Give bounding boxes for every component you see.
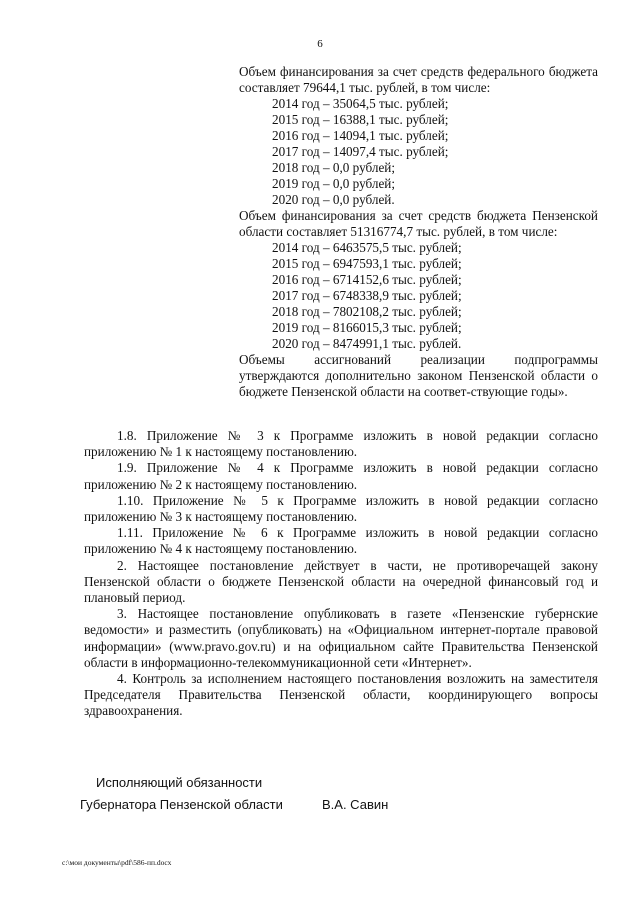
financing-block (239, 64, 598, 400)
page-number: 6 (317, 38, 323, 50)
regional-closing: Объемы ассигнований реализации подпрограммы утверждаются дополнительно законом Пензенской области о бюджете Пензенской области на соответ-ствующие годы». (239, 352, 598, 399)
federal-year-2020: 2020 год – 0,0 рублей. (272, 192, 395, 207)
federal-intro: Объем финансирования за счет средств федерального бюджета составляет 79644,1 тыс. рублей, в том числе: (239, 64, 598, 95)
federal-year-2018: 2018 год – 0,0 рублей; (272, 160, 396, 175)
paragraph-1-10: 1.10. Приложение № 5 к Программе изложить в новой редакции согласно приложению № 3 к настоящему постановлению. (84, 492, 598, 525)
signature-title-line1: Исполняющий обязанности (96, 775, 263, 790)
federal-year-2014: 2014 год – 35064,5 тыс. рублей; (272, 96, 449, 111)
paragraph-1-8: 1.8. Приложение № 3 к Программе изложить в новой редакции согласно приложению № 1 к настоящему постановлению. (84, 428, 598, 460)
paragraph-3: 3. Настоящее постановление опубликовать в газете «Пензенские губернские ведомости» и разместить (опубликовать) на «Официальном интернет-портале правовой информации» (www.pravo.gov.ru) и на официальном сайте Правительства Пензенской области в информационно-телекоммуникационной сети «Интернет». (84, 606, 598, 670)
regional-year-2020: 2020 год – 8474991,1 тыс. рублей. (272, 336, 462, 351)
regional-intro: Объем финансирования за счет средств бюджета Пензенской области составляет 51316774,7 тыс. рублей, в том числе: (239, 208, 598, 239)
regional-year-2019: 2019 год – 8166015,3 тыс. рублей; (272, 320, 462, 335)
federal-year-2015: 2015 год – 16388,1 тыс. рублей; (272, 112, 449, 127)
federal-year-2016: 2016 год – 14094,1 тыс. рублей; (272, 128, 449, 143)
regional-year-2018: 2018 год – 7802108,2 тыс. рублей; (272, 304, 462, 319)
federal-year-2019: 2019 год – 0,0 рублей; (272, 176, 396, 191)
signatory-name: В.А. Савин (322, 797, 389, 812)
regional-year-2016: 2016 год – 6714152,6 тыс. рублей; (272, 272, 462, 287)
regional-year-2014: 2014 год – 6463575,5 тыс. рублей; (272, 240, 462, 255)
signature-title-line2: Губернатора Пензенской области (80, 797, 283, 812)
regional-year-2017: 2017 год – 6748338,9 тыс. рублей; (272, 288, 462, 303)
paragraph-1-9: 1.9. Приложение № 4 к Программе изложить в новой редакции согласно приложению № 2 к настоящему постановлению. (84, 460, 598, 492)
document-body (84, 428, 598, 720)
footer-file-path: c:\мои документы\pdf\586-пп.docx (62, 858, 172, 867)
federal-year-2017: 2017 год – 14097,4 тыс. рублей; (272, 144, 449, 159)
paragraph-4: 4. Контроль за исполнением настоящего постановления возложить на заместителя Председателя Правительства Пензенской области, координирующего вопросы здравоохранения. (84, 671, 598, 719)
paragraph-1-11: 1.11. Приложение № 6 к Программе изложить в новой редакции согласно приложению № 4 к настоящему постановлению. (84, 525, 598, 557)
regional-year-2015: 2015 год – 6947593,1 тыс. рублей; (272, 256, 462, 271)
paragraph-2: 2. Настоящее постановление действует в части, не противоречащей закону Пензенской области о бюджете Пензенской области на очередной финансовый год и плановый период. (84, 557, 598, 606)
